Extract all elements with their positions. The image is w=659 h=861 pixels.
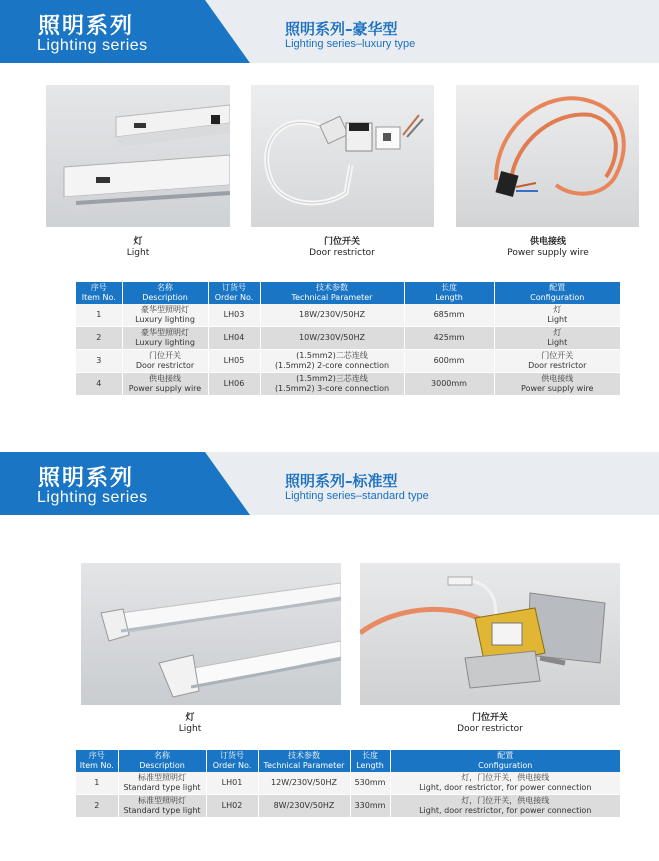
header-description: 名称 Description [118,750,206,772]
section1-banner [0,0,659,63]
cell-length: 3000mm [404,373,494,396]
table-row [76,795,620,818]
cell-length: 600mm [404,350,494,373]
section-title-en: Lighting series [37,37,148,54]
cell-order-no: LH04 [208,327,260,350]
header-technical-parameter: 技术参数 Technical Parameter [260,282,404,304]
caption-light [140,713,240,735]
header-order-no: 订货号 Order No. [206,750,258,772]
cell-order-no: LH02 [206,795,258,818]
cell-order-no: LH01 [206,772,258,795]
cell-parameter: 10W/230V/50HZ [260,327,404,350]
power-wire-image [456,85,639,227]
header-technical-parameter: 技术参数 Technical Parameter [258,750,350,772]
cell-item-no: 1 [76,304,122,327]
caption-en: Light [126,248,150,258]
header-length: 长度 Length [350,750,390,772]
cell-description: 标准型照明灯 Standard type light [118,795,206,818]
banner-grey-band [195,452,659,515]
luxury-light-image [46,85,230,227]
cell-configuration: 灯 Light [494,304,620,327]
section-title-zh: 照明系列 [38,466,135,491]
cell-length: 530mm [350,772,390,795]
header-length: 长度 Length [404,282,494,304]
standard-light-photo [81,563,341,705]
cell-parameter: 8W/230V/50HZ [258,795,350,818]
cell-item-no: 3 [76,350,122,373]
caption-zh: 供电接线 [529,237,566,247]
cell-parameter: (1.5mm2)二芯连线 (1.5mm2) 2-core connection [260,350,404,373]
section-title-zh: 照明系列 [38,14,135,39]
header-description: 名称 Description [122,282,208,304]
luxury-power-wire-photo [456,85,639,227]
cell-description: 豪华型照明灯 Luxury lighting [122,327,208,350]
section-subtitle-zh: 照明系列–豪华型 [285,20,398,38]
luxury-light-photo [46,85,230,227]
cell-description: 豪华型照明灯 Luxury lighting [122,304,208,327]
header-order-no: 订货号 Order No. [208,282,260,304]
caption-door-restrictor [440,713,540,735]
section2-banner [0,452,659,515]
caption-en: Power supply wire [507,248,589,258]
table-row [76,373,620,396]
caption-power-wire [498,237,598,259]
cell-parameter: 12W/230V/50HZ [258,772,350,795]
section-subtitle-zh: 照明系列–标准型 [285,472,398,490]
cell-parameter: (1.5mm2)三芯连线 (1.5mm2) 3-core connection [260,373,404,396]
section-title-en: Lighting series [37,489,148,506]
caption-zh: 门位开关 [471,713,508,723]
cell-order-no: LH05 [208,350,260,373]
caption-light [88,237,188,259]
cell-order-no: LH06 [208,373,260,396]
cell-item-no: 2 [76,327,122,350]
standard-light-image [81,563,341,705]
header-configuration: 配置 Configuration [390,750,620,772]
header-configuration: 配置 Configuration [494,282,620,304]
standard-door-restrictor-photo [360,563,620,705]
cell-order-no: LH03 [208,304,260,327]
caption-en: Door restrictor [457,724,523,734]
cell-length: 425mm [404,327,494,350]
cell-length: 685mm [404,304,494,327]
door-restrictor-image [360,563,620,705]
cell-configuration: 灯，门位开关，供电接线 Light, door restrictor, for power connection [390,772,620,795]
cell-item-no: 2 [76,795,118,818]
header-item-no: 序号 Item No. [76,282,122,304]
standard-spec-table [76,750,620,818]
cell-configuration: 灯，门位开关，供电接线 Light, door restrictor, for power connection [390,795,620,818]
cell-configuration: 门位开关 Door restrictor [494,350,620,373]
table-row [76,304,620,327]
caption-zh: 门位开关 [323,237,360,247]
luxury-spec-table [76,282,620,396]
cell-item-no: 4 [76,373,122,396]
banner-grey-band [195,0,659,63]
caption-en: Light [178,724,202,734]
cell-configuration: 供电接线 Power supply wire [494,373,620,396]
cell-parameter: 18W/230V/50HZ [260,304,404,327]
cell-item-no: 1 [76,772,118,795]
table-row [76,350,620,373]
header-item-no: 序号 Item No. [76,750,118,772]
table-row [76,772,620,795]
luxury-door-restrictor-photo [251,85,434,227]
table-header-row [76,750,620,772]
door-restrictor-image [251,85,434,227]
section-subtitle-en: Lighting series–luxury type [285,38,416,50]
table-row [76,327,620,350]
section-subtitle-en: Lighting series–standard type [285,490,429,502]
caption-zh: 灯 [185,713,195,723]
table-header-row [76,282,620,304]
caption-en: Door restrictor [309,248,375,258]
cell-length: 330mm [350,795,390,818]
cell-configuration: 灯 Light [494,327,620,350]
caption-door-restrictor [292,237,392,259]
cell-description: 门位开关 Door restrictor [122,350,208,373]
cell-description: 供电接线 Power supply wire [122,373,208,396]
cell-description: 标准型照明灯 Standard type light [118,772,206,795]
caption-zh: 灯 [133,237,143,247]
